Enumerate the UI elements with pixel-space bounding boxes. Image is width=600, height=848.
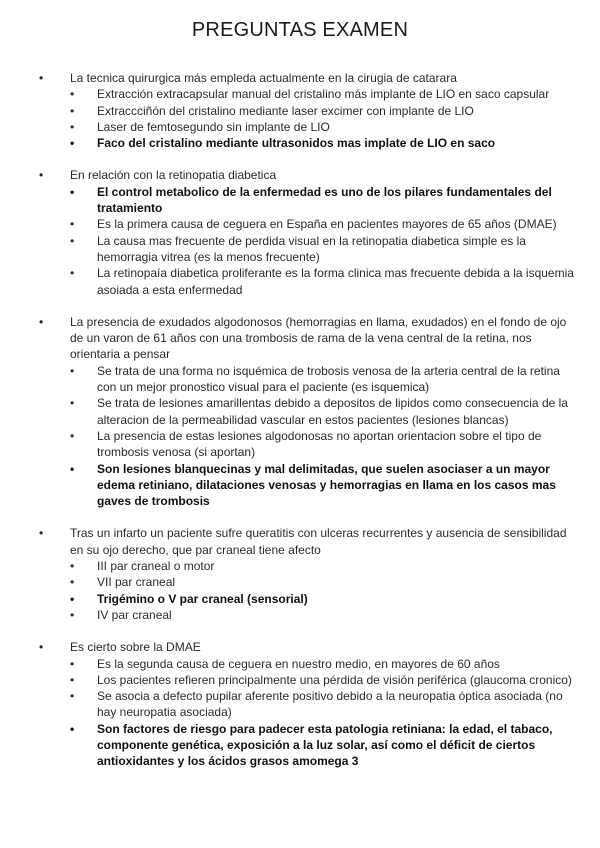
question-text: • Tras un infarto un paciente sufre queratitis con ulceras recurrentes y ausencia de sensibilidad en su ojo derecho, que par craneal tiene afecto xyxy=(70,526,567,557)
correct-answer: • El control metabolico de la enfermedad es uno de los pilares fundamentales del tratamiento xyxy=(70,184,576,217)
answer-option: • VII par craneal xyxy=(70,574,576,590)
answer-option: • Se asocia a defecto pupilar aferente positivo debido a la neuropatia óptica asociada (no hay neuropatia asociada) xyxy=(70,688,576,721)
answer-option: • Los pacientes refieren principalmente una pérdida de visión periférica (glaucoma cronico) xyxy=(70,672,576,688)
question-4 xyxy=(0,525,600,623)
answer-option: • Extracción extracapsular manual del cristalino más implante de LIO en saco capsular xyxy=(70,86,576,102)
question-5 xyxy=(0,639,600,769)
answer-list xyxy=(70,184,576,298)
page-title: PREGUNTAS EXAMEN xyxy=(191,19,409,41)
answer-list xyxy=(70,363,576,510)
answer-option: • III par craneal o motor xyxy=(70,558,576,574)
correct-answer: • Son factores de riesgo para padecer esta patologia retiniana: la edad, el tabaco, componente genética, exposición a la luz solar, así como el déficit de ciertos antioxidantes y los ácidos grasos amomega 3 xyxy=(70,721,576,770)
answer-option: • Laser de femtosegundo sin implante de LIO xyxy=(70,119,576,135)
question-3 xyxy=(0,314,600,510)
answer-option: • La presencia de estas lesiones algodonosas no aportan orientacion sobre el tipo de trombosis venosa (si aportan) xyxy=(70,428,576,461)
question-text: • La presencia de exudados algodonosos (hemorragias en llama, exudados) en el fondo de ojo de un varon de 61 años con una trombosis de rama de la vena central de la retina, nos orientaria a pensar xyxy=(70,314,567,362)
correct-answer: • Faco del cristalino mediante ultrasonidos mas implate de LIO en saco xyxy=(70,135,576,151)
question-2 xyxy=(0,167,600,297)
question-list xyxy=(0,70,600,786)
question-text: • La tecnica quirurgica más empleda actualmente en la cirugia de catarara xyxy=(70,71,457,85)
answer-option: • Se trata de una forma no isquémica de trobosis venosa de la arteria central de la retina con un mejor pronostico visual para el paciente (es isquemica) xyxy=(70,363,576,396)
correct-answer: • Son lesiones blanquecinas y mal delimitadas, que suelen asociaser a un mayor edema retiniano, dilataciones venosas y hemorragias en llama en los casos mas gaves de trombosis xyxy=(70,461,576,510)
answer-option: • La causa mas frecuente de perdida visual en la retinopatia diabetica simple es la hemorragia vitrea (es la menos frecuente) xyxy=(70,233,576,266)
answer-option: • Se trata de lesiones amarillentas debido a depositos de lipidos como consecuencia de la alteracion de la permeabilidad vascular en estos pacientes (lesiones blancas) xyxy=(70,395,576,428)
answer-option: • IV par craneal xyxy=(70,607,576,623)
question-text: • En relación con la retinopatia diabetica xyxy=(70,168,277,183)
answer-list xyxy=(70,656,576,770)
answer-list xyxy=(70,86,576,151)
answer-option: • Es la primera causa de ceguera en España en pacientes mayores de 65 años (DMAE) xyxy=(70,216,576,232)
answer-option: • La retinopaía diabetica proliferante es la forma clinica mas frecuente debida a la isquemia asoiada a esta enfermedad xyxy=(70,265,576,298)
answer-option: • Extraccciñón del cristalino mediante laser excimer con implante de LIO xyxy=(70,103,576,119)
answer-list xyxy=(70,558,576,623)
question-text: • Es cierto sobre la DMAE xyxy=(70,640,201,655)
answer-option: • Es la segunda causa de ceguera en nuestro medio, en mayores de 60 años xyxy=(70,656,576,672)
question-1 xyxy=(0,70,600,151)
correct-answer: • Trigémino o V par craneal (sensorial) xyxy=(70,591,576,607)
